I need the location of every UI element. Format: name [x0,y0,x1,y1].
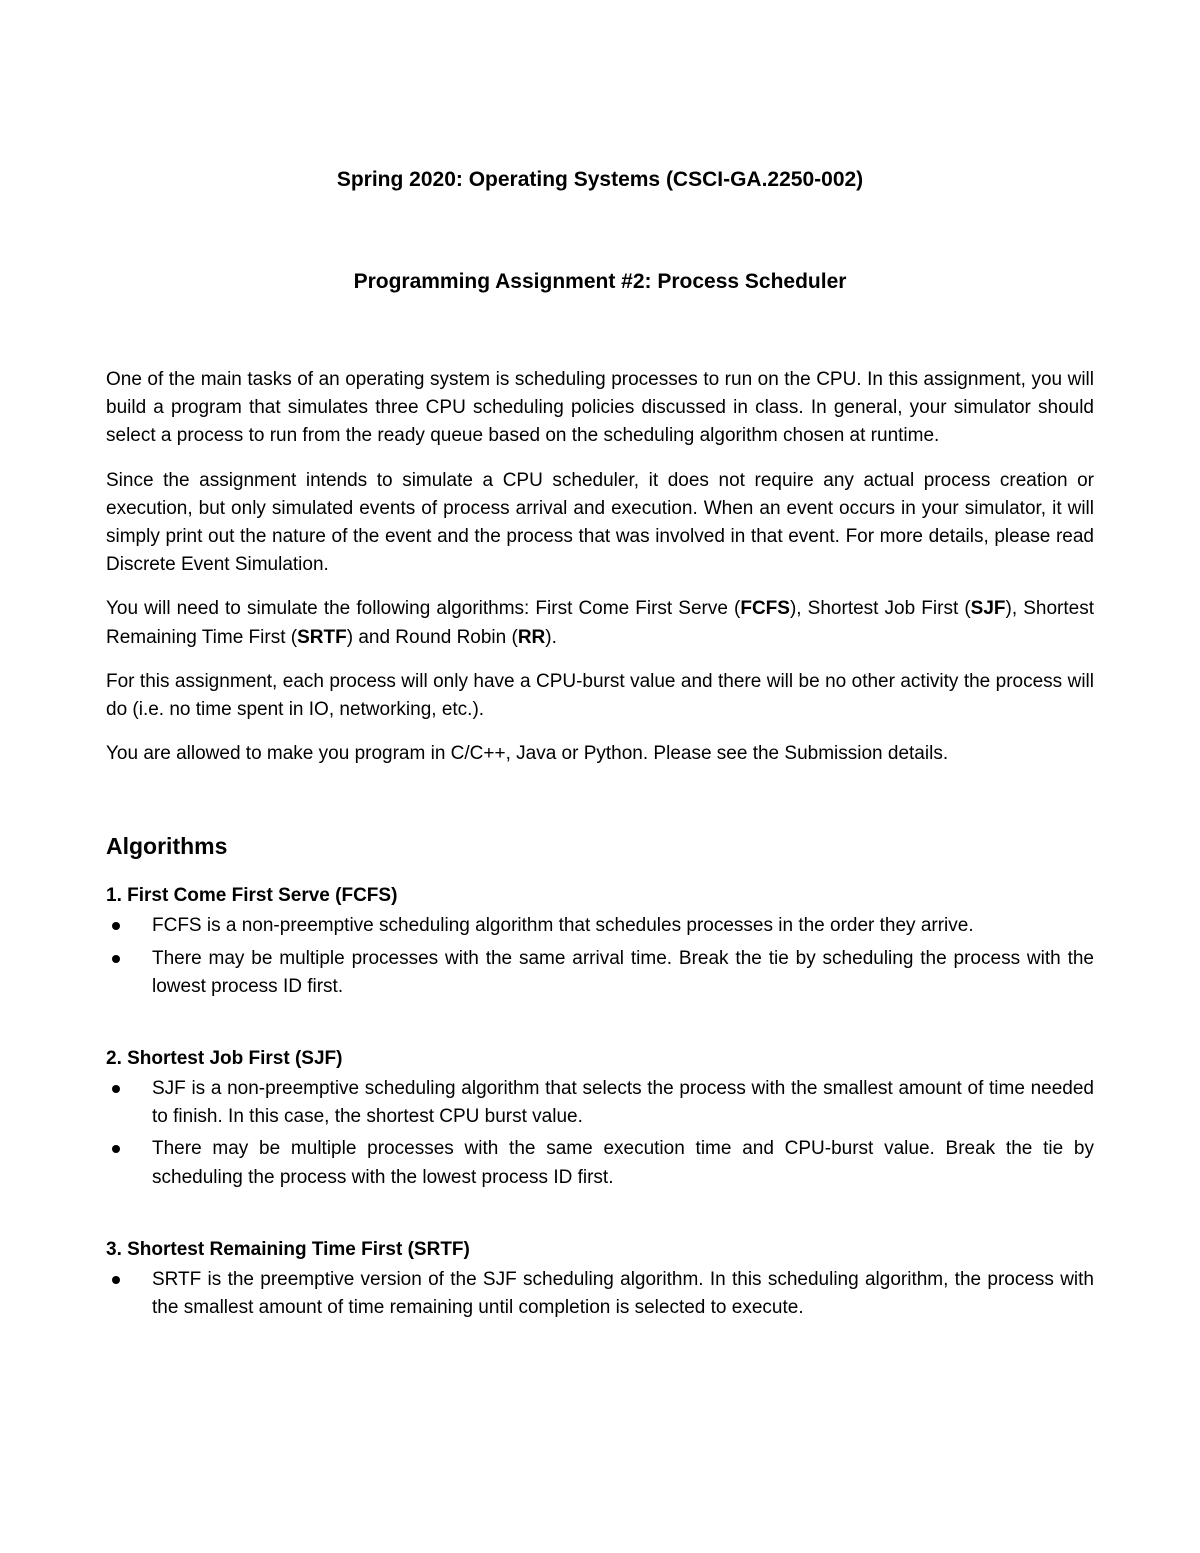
bullet-text: SRTF is the preemptive version of the SJF scheduling algorithm. In this scheduling algorithm, the process with the smallest amount of time remaining until completion is selected to execute. [152,1268,1094,1319]
bullet-text: There may be multiple processes with the same execution time and CPU-burst value. Break the tie by scheduling the process with the lowest process ID first. [152,1138,1094,1188]
intro-paragraph-1: One of the main tasks of an operating system is scheduling processes to run on the CPU. In this assignment, you will build a program that simulates three CPU scheduling policies discussed in class. In general, your simulator should select a process to run from the ready queue based on the scheduling algorithm chosen at runtime. [106,369,1094,447]
algorithm-fcfs [106,882,1094,1001]
bullet-icon [112,922,120,930]
course-title: Spring 2020: Operating Systems (CSCI-GA.2250-002) [336,168,864,191]
bullet-icon [112,1085,120,1093]
intro-paragraph-2: Since the assignment intends to simulate a CPU scheduler, it does not require any actual process creation or execution, but only simulated events of process arrival and execution. When an event occurs in your simulator, it will simply print out the nature of the event and the process that was involved in that event. For more details, please read Discrete Event Simulation. [106,469,1094,576]
srtf-abbrev: SRTF [297,626,347,648]
p3-text-4: ) and Round Robin ( [346,626,518,648]
p3-text-3: ), Shortest Remaining Time First ( [106,598,1094,648]
intro-paragraph-3 [106,595,1094,651]
p3-text-5: ). [545,626,557,648]
algorithm-title: 1. First Come First Serve (FCFS) [106,885,398,907]
list-item [106,912,1094,940]
intro-paragraph-4: For this assignment, each process will only have a CPU-burst value and there will be no other activity the process will do (i.e. no time spent in IO, networking, etc.). [106,670,1094,721]
algorithm-title: 2. Shortest Job First (SJF) [106,1048,343,1070]
bullet-icon [112,1145,120,1153]
p3-text-2: ), Shortest Job First ( [789,598,971,620]
document-page [106,164,1094,1326]
bullet-text: FCFS is a non-preemptive scheduling algorithm that schedules processes in the order they arrive. [152,915,974,937]
algorithms-heading: Algorithms [106,833,228,860]
p3-text-1: You will need to simulate the following algorithms: First Come First Serve ( [106,598,741,620]
list-item [106,945,1094,1001]
introduction [106,366,1094,768]
sjf-abbrev: SJF [970,598,1006,620]
list-item [106,1135,1094,1191]
bullet-icon [112,1276,120,1284]
fcfs-abbrev: FCFS [740,598,790,620]
bullet-icon [112,955,120,963]
bullet-text: SJF is a non-preemptive scheduling algorithm that selects the process with the smallest amount of time needed to finish. In this case, the shortest CPU burst value. [152,1078,1094,1128]
assignment-title: Programming Assignment #2: Process Scheduler [353,270,847,293]
algorithm-title: 3. Shortest Remaining Time First (SRTF) [106,1238,470,1260]
bullet-list [106,1266,1094,1322]
rr-abbrev: RR [517,626,546,648]
algorithm-srtf [106,1236,1094,1322]
bullet-list [106,1075,1094,1192]
bullet-text: There may be multiple processes with the same arrival time. Break the tie by scheduling the process with the lowest process ID first. [152,947,1094,997]
list-item [106,1266,1094,1322]
bullet-list [106,912,1094,1001]
intro-paragraph-5: You are allowed to make you program in C/C++, Java or Python. Please see the Submission details. [106,743,949,765]
algorithm-sjf [106,1045,1094,1192]
list-item [106,1075,1094,1131]
